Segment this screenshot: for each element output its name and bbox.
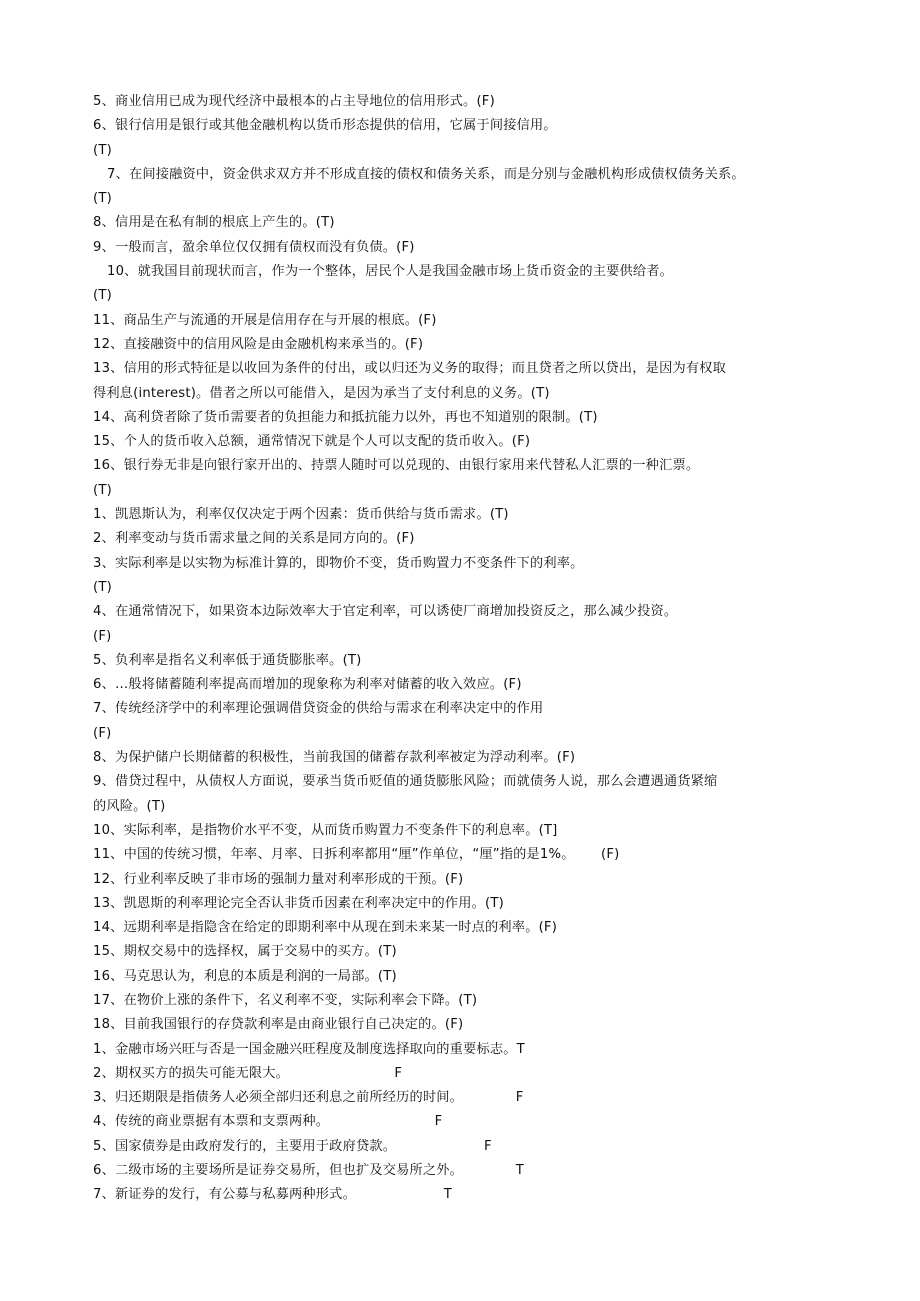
text-line: 11、商品生产与流通的开展是信用存在与开展的根底。(F) — [93, 312, 437, 328]
text-line: 14、高利贷者除了货币需要者的负担能力和抵抗能力以外，再也不知道别的限制。(T) — [93, 409, 598, 425]
text-line: 13、信用的形式特征是以收回为条件的付出，或以归还为义务的取得；而且贷者之所以贷出，是因为有权取 — [93, 361, 727, 377]
text-line: 9、借贷过程中，从债权人方面说，要承当货币贬值的通货膨胀风险；而就债务人说，那么会遭遇通货紧缩 — [93, 774, 718, 790]
text-line: 7、在间接融资中，资金供求双方并不形成直接的债权和债务关系，而是分别与金融机构形成债权债务关系。 — [107, 166, 745, 182]
text-line: 12、行业利率反映了非市场的强制力量对利率形成的干预。(F) — [93, 871, 464, 887]
text-line: (T) — [93, 191, 112, 207]
text-line: 8、信用是在私有制的根底上产生的。(T) — [93, 215, 335, 231]
text-line: 2、期权买方的损失可能无限大。 F — [93, 1065, 403, 1081]
document-body — [93, 90, 828, 1208]
text-line: 的风险。(T) — [93, 798, 166, 814]
text-line: (F) — [93, 628, 112, 644]
text-line: 5、国家债券是由政府发行的，主要用于政府贷款。 F — [93, 1138, 492, 1154]
text-line: 6、…般将储蓄随利率提高而增加的现象称为利率对储蓄的收入效应。(F) — [93, 677, 522, 693]
text-line: 6、银行信用是银行或其他金融机构以货币形态提供的信用，它属于间接信用。 — [93, 118, 557, 134]
text-line: 4、传统的商业票据有本票和支票两种。 F — [93, 1114, 443, 1130]
text-line: 15、个人的货币收入总额，通常情况下就是个人可以支配的货币收入。(F) — [93, 434, 531, 450]
text-line: 16、马克思认为，利息的本质是利润的一局部。(T) — [93, 968, 397, 984]
text-line: 3、实际利率是以实物为标准计算的，即物价不变，货币购置力不变条件下的利率。 — [93, 555, 584, 571]
text-line: 3、归还期限是指债务人必须全部归还利息之前所经历的时间。 F — [93, 1090, 524, 1106]
text-line: 得利息(interest)。借者之所以可能借入，是因为承当了支付利息的义务。(T) — [93, 385, 550, 401]
text-line: 6、二级市场的主要场所是证券交易所，但也扩及交易所之外。 T — [93, 1163, 525, 1179]
text-line: (T) — [93, 579, 112, 595]
text-line: 7、新证券的发行，有公募与私募两种形式。 T — [93, 1187, 453, 1203]
text-line: 5、负利率是指名义利率低于通货膨胀率。(T) — [93, 652, 362, 668]
text-line: (F) — [93, 725, 112, 741]
text-line: 2、利率变动与货币需求量之间的关系是同方向的。(F) — [93, 531, 415, 547]
text-line: 14、远期利率是指隐含在给定的即期利率中从现在到未来某一时点的利率。(F) — [93, 920, 558, 936]
text-line: 13、凯恩斯的利率理论完全否认非货币因素在利率决定中的作用。(T) — [93, 895, 504, 911]
text-line: 12、直接融资中的信用风险是由金融机构来承当的。(F) — [93, 336, 424, 352]
text-line: 8、为保护储户长期储蓄的积极性，当前我国的储蓄存款利率被定为浮动利率。(F) — [93, 750, 576, 766]
text-line: 16、银行券无非是向银行家开出的、持票人随时可以兑现的、由银行家用来代替私人汇票的一种汇票。 — [93, 458, 700, 474]
text-line: 7、传统经济学中的利率理论强调借贷资金的供给与需求在利率决定中的作用 — [93, 701, 544, 717]
text-line: 17、在物价上涨的条件下，名义利率不变，实际利率会下降。(T) — [93, 992, 478, 1008]
text-line: 4、在通常情况下，如果资本边际效率大于官定利率，可以诱使厂商增加投资反之，那么减少投资。 — [93, 604, 678, 620]
text-line: 1、凯恩斯认为，利率仅仅决定于两个因素：货币供给与货币需求。(T) — [93, 507, 509, 523]
text-line: 10、就我国目前现状而言，作为一个整体，居民个人是我国金融市场上货币资金的主要供给者。 — [107, 264, 674, 280]
text-line: (T) — [93, 142, 112, 158]
text-line: (T) — [93, 482, 112, 498]
text-line: 5、商业信用已成为现代经济中最根本的占主导地位的信用形式。(F) — [93, 94, 495, 109]
text-line: 1、金融市场兴旺与否是一国金融兴旺程度及制度选择取向的重要标志。T — [93, 1041, 525, 1057]
text-line: (T) — [93, 288, 112, 304]
text-line: 10、实际利率，是指物价水平不变，从而货币购置力不变条件下的利息率。(T] — [93, 822, 558, 838]
text-line: 18、目前我国银行的存贷款利率是由商业银行自己决定的。(F) — [93, 1017, 464, 1033]
text-line: 11、中国的传统习惯，年率、月率、日拆利率都用“厘”作单位，“厘”指的是1%。 (F) — [93, 847, 620, 863]
text-line: 15、期权交易中的选择权，属于交易中的买方。(T) — [93, 944, 397, 960]
text-line: 9、一般而言，盈余单位仅仅拥有债权而没有负债。(F) — [93, 239, 415, 255]
